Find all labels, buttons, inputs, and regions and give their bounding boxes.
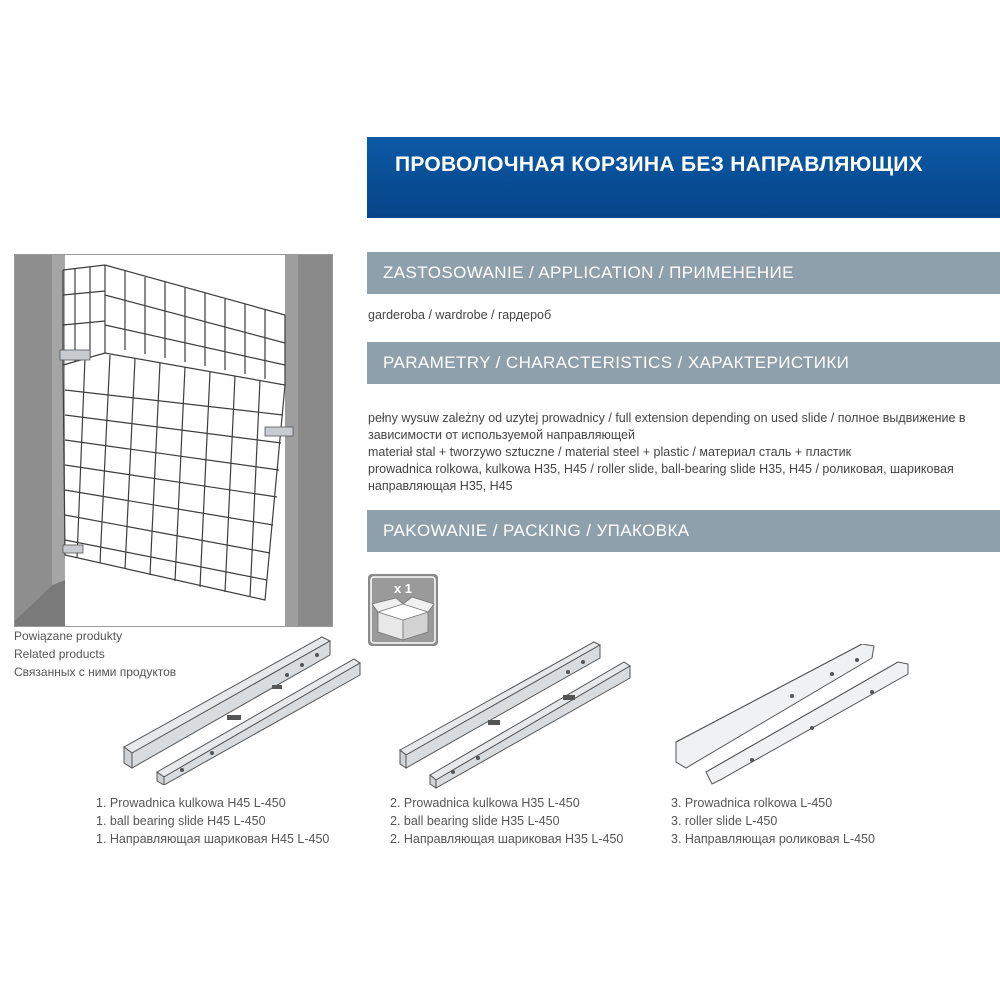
parameters-list — [368, 410, 988, 495]
page-title-banner — [367, 137, 1000, 218]
parameter-line: pełny wysuw zależny od uzytej prowadnicy / full extension depending on used slide / полное выдвижение в зависимости от используемой направляющей — [368, 411, 966, 442]
product-3-line-en: 3. roller slide L-450 — [671, 814, 778, 828]
cabinet-right-edge — [285, 255, 298, 626]
wire-basket-drawing — [15, 255, 332, 626]
product-3-line-pl: 3. Prowadnica rolkowa L-450 — [671, 796, 833, 810]
packing-header-text: PAKOWANIE / PACKING / УПАКОВКА — [383, 521, 690, 540]
packing-quantity: x 1 — [393, 581, 413, 596]
cabinet-left-panel — [15, 255, 52, 620]
product-1-line-ru: 1. Направляющая шариковая H45 L-450 — [96, 832, 330, 846]
parameters-header-text: PARAMETRY / CHARACTERISTICS / ХАРАКТЕРИСТИКИ — [383, 353, 850, 372]
product-illustration — [14, 254, 333, 627]
bottom-slide-rail — [63, 545, 83, 553]
parameters-section-header — [367, 342, 1000, 384]
product-1-image[interactable] — [122, 635, 362, 785]
product-1-line-pl: 1. Prowadnica kulkowa H45 L-450 — [96, 796, 286, 810]
cabinet-right-panel — [298, 255, 332, 626]
page-title: ПРОВОЛОЧНАЯ КОРЗИНА БЕЗ НАПРАВЛЯЮЩИХ — [395, 153, 923, 176]
product-1-line-en: 1. ball bearing slide H45 L-450 — [96, 814, 266, 828]
basket-wireframe — [63, 265, 285, 600]
product-2-line-ru: 2. Направляющая шариковая H35 L-450 — [390, 832, 624, 846]
product-2-image[interactable] — [398, 640, 633, 790]
product-3-caption[interactable] — [671, 794, 875, 848]
packing-section-header — [367, 510, 1000, 552]
application-header-text: ZASTOSOWANIE / APPLICATION / ПРИМЕНЕНИЕ — [383, 263, 794, 282]
related-label-ru: Связанных с ними продуктов — [14, 665, 177, 679]
product-2-caption[interactable] — [390, 794, 623, 848]
product-2-line-en: 2. ball bearing slide H35 L-450 — [390, 814, 560, 828]
parameter-line: materiał stal + tworzywo sztuczne / material steel + plastic / материал сталь + пластик — [368, 445, 852, 459]
related-label-en: Related products — [14, 647, 105, 661]
right-slide-rail — [265, 427, 293, 436]
application-section-header — [367, 252, 1000, 294]
product-2-line-pl: 2. Prowadnica kulkowa H35 L-450 — [390, 796, 580, 810]
packing-box-icon — [368, 574, 438, 646]
product-3-line-ru: 3. Направляющая роликовая L-450 — [671, 832, 875, 846]
parameter-line: prowadnica rolkowa, kulkowa H35, H45 / roller slide, ball-bearing slide H35, H45 / роликовая, шариковая направляющая H35, H45 — [368, 462, 954, 493]
product-1-caption[interactable] — [96, 794, 329, 848]
left-slide-rail — [60, 350, 90, 360]
product-3-image[interactable] — [672, 644, 912, 790]
related-label-pl: Powiązane produkty — [14, 629, 123, 643]
application-text: garderoba / wardrobe / гардероб — [368, 308, 552, 322]
